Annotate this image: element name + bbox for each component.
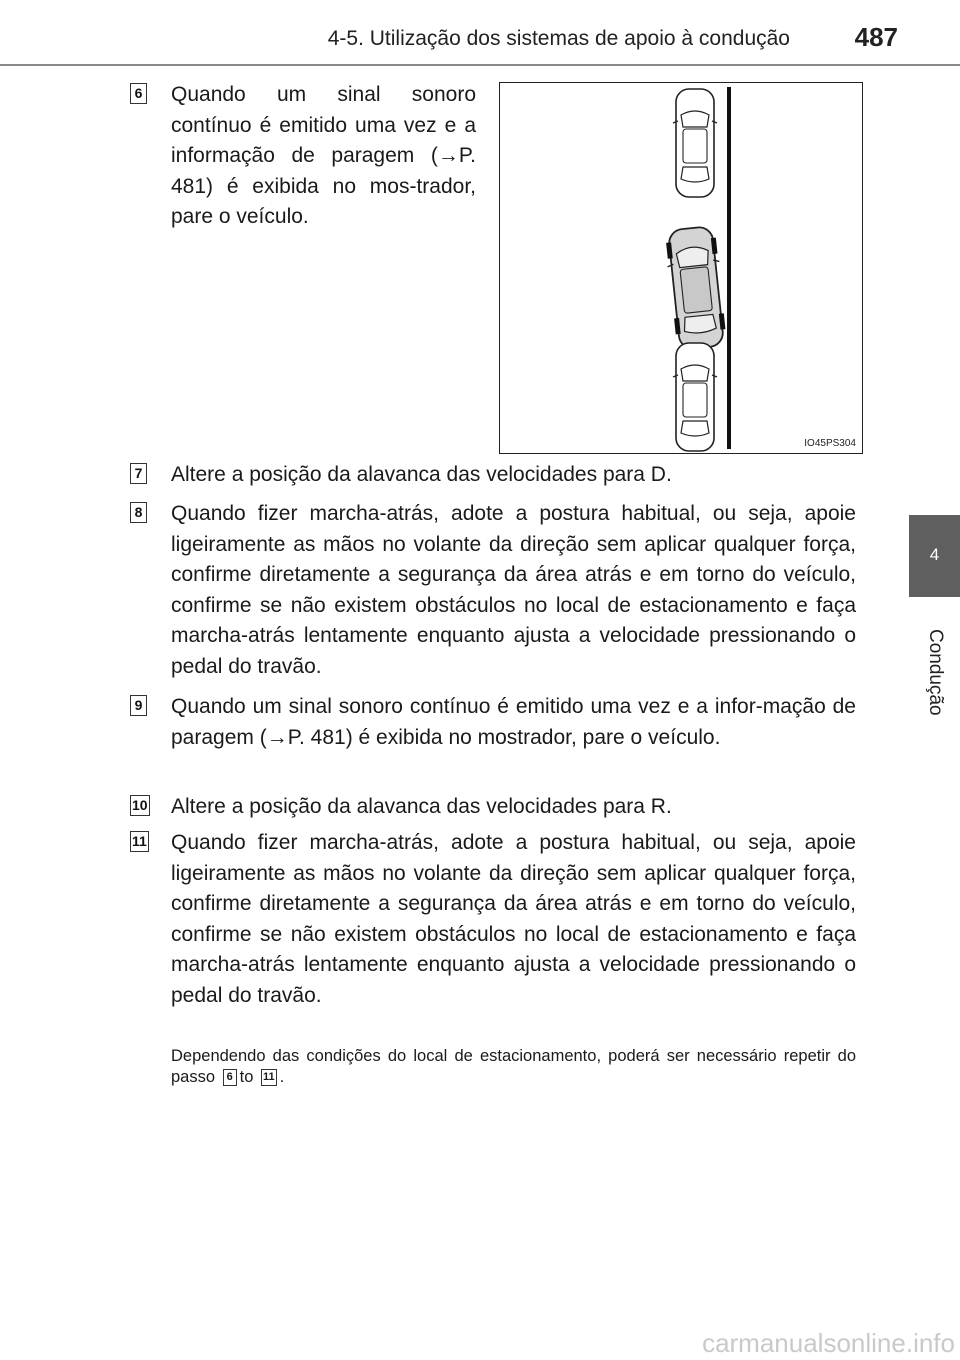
- chapter-tab[interactable]: [909, 515, 960, 597]
- figure-code: IO45PS304: [804, 438, 856, 449]
- step-text: Quando fizer marcha-atrás, adote a postura habitual, ou seja, apoie ligeiramente as mãos no volante da direção sem aplicar qualquer força, confirme diretamente a segurança da área atrás e em torno do veículo, confirme se não existem obstáculos no local de estacionamento e faça marcha-atrás lentamente enquanto ajusta a velocidade pressionando o pedal do travão.: [171, 831, 856, 1007]
- parked-car-icon: [673, 343, 717, 451]
- header-divider: [0, 64, 960, 66]
- step-number-badge: 11: [130, 831, 149, 852]
- parked-car-icon: [673, 89, 717, 197]
- note-connector: to: [239, 1068, 254, 1086]
- step-reference-badge: 11: [261, 1069, 277, 1086]
- note-text: Dependendo das condições do local de estacionamento, poderá ser necessário repetir do passo: [171, 1047, 856, 1086]
- step-number-badge: 7: [130, 463, 147, 484]
- parking-diagram: [500, 83, 862, 453]
- step-text: Altere a posição da alavanca das velocidades para R.: [171, 795, 672, 818]
- note-paragraph: [171, 1046, 856, 1088]
- chapter-number: 4: [929, 545, 940, 564]
- step-text: Quando um sinal sonoro contínuo é emitido uma vez e a infor-mação de paragem (→P. 481) é exibida no mostrador, pare o veículo.: [171, 695, 856, 749]
- note-end: .: [279, 1068, 285, 1086]
- step-text: Altere a posição da alavanca das velocidades para D.: [171, 463, 672, 486]
- watermark-text: carmanualsonline.info: [702, 1328, 955, 1358]
- curb-line: [727, 87, 731, 449]
- step-text: Quando fizer marcha-atrás, adote a postura habitual, ou seja, apoie ligeiramente as mãos no volante da direção sem aplicar qualquer força, confirme diretamente a segurança da área atrás e em torno do veículo, confirme se não existem obstáculos no local de estacionamento e faça marcha-atrás lentamente enquanto ajusta a velocidade pressionando o pedal do travão.: [171, 502, 856, 678]
- section-title: 4-5. Utilização dos sistemas de apoio à condução: [327, 27, 790, 50]
- step-number-badge: 9: [130, 695, 147, 716]
- step-number-badge: 10: [130, 795, 150, 816]
- step-number-badge: 6: [130, 83, 147, 104]
- step-reference-badge: 6: [223, 1069, 237, 1086]
- chapter-label: Condução: [925, 629, 946, 716]
- step-number-badge: 8: [130, 502, 147, 523]
- step-text: Quando um sinal sonoro contínuo é emitido uma vez e a informação de paragem (→P. 481) é exibida no mos-trador, pare o veículo.: [171, 83, 476, 228]
- parking-illustration: [499, 82, 863, 454]
- own-vehicle-icon: [664, 226, 728, 351]
- page-number: 487: [854, 22, 898, 52]
